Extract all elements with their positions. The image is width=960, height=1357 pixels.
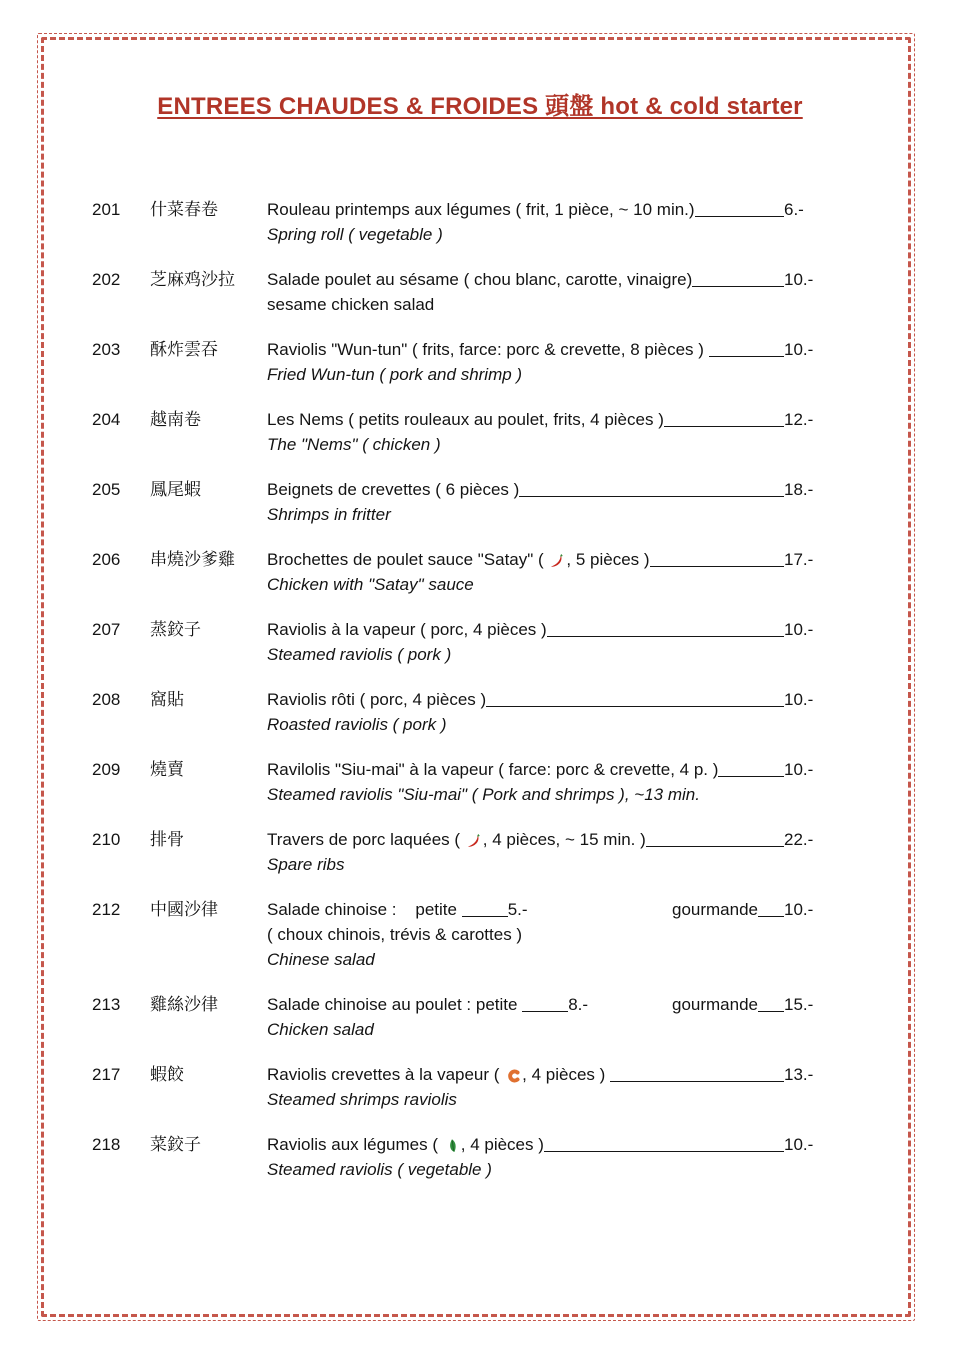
menu-item-205 bbox=[92, 477, 820, 527]
item-number: 204 bbox=[92, 410, 121, 429]
item-number: 201 bbox=[92, 200, 121, 219]
item-price: 10.- bbox=[784, 1135, 814, 1154]
price-leader-line bbox=[695, 214, 784, 217]
chili-icon bbox=[549, 553, 565, 569]
menu-item-209 bbox=[92, 757, 820, 807]
item-description-english: Steamed raviolis ( vegetable ) bbox=[267, 1160, 492, 1179]
item-description-english: Steamed raviolis "Siu-mai" ( Pork and shrimps ), ~13 min. bbox=[267, 785, 700, 804]
menu-item-207 bbox=[92, 617, 820, 667]
item-price: 13.- bbox=[784, 1065, 814, 1084]
chili-icon bbox=[466, 833, 482, 849]
item-name-chinese: 雞絲沙律 bbox=[150, 995, 218, 1014]
item-price-small: 5.- bbox=[507, 900, 528, 919]
item-name-chinese: 蝦餃 bbox=[150, 1065, 184, 1084]
price-leader-line bbox=[758, 1009, 784, 1012]
item-description-french: Raviolis rôti ( porc, 4 pièces ) bbox=[267, 690, 487, 709]
item-line-body bbox=[267, 992, 820, 1017]
item-name-chinese: 串燒沙爹雞 bbox=[150, 550, 235, 569]
item-line-body bbox=[267, 477, 820, 502]
item-line-body bbox=[267, 267, 820, 292]
item-description-french: Ravilolis "Siu-mai" à la vapeur ( farce: porc & crevette, 4 p. ) bbox=[267, 760, 719, 779]
menu-item-main-line bbox=[92, 1132, 820, 1157]
item-number: 203 bbox=[92, 340, 121, 359]
item-name-chinese: 蒸鉸子 bbox=[150, 620, 201, 639]
item-price: 10.- bbox=[784, 760, 814, 779]
menu-item-208 bbox=[92, 687, 820, 737]
item-description-french: Raviolis crevettes à la vapeur ( bbox=[267, 1065, 505, 1084]
menu-item-main-line bbox=[92, 407, 820, 432]
menu-item-main-line bbox=[92, 897, 820, 922]
price-leader-line bbox=[664, 424, 784, 427]
item-name-chinese: 排骨 bbox=[150, 830, 184, 849]
price-leader-line bbox=[650, 564, 784, 567]
item-number: 210 bbox=[92, 830, 121, 849]
item-description-english: sesame chicken salad bbox=[267, 295, 435, 314]
item-description-french: Beignets de crevettes ( 6 pièces ) bbox=[267, 480, 520, 499]
item-line-body bbox=[267, 617, 820, 642]
item-line-body bbox=[267, 197, 820, 222]
item-price: 10.- bbox=[784, 620, 814, 639]
item-description-french: Salade chinoise : petite bbox=[267, 900, 462, 919]
menu-item-main-line bbox=[92, 992, 820, 1017]
item-number: 205 bbox=[92, 480, 121, 499]
menu-item-main-line bbox=[92, 197, 820, 222]
item-description-french: Travers de porc laquées ( bbox=[267, 830, 465, 849]
item-description-french: Les Nems ( petits rouleaux au poulet, frits, 4 pièces ) bbox=[267, 410, 664, 429]
item-price: 10.- bbox=[784, 690, 814, 709]
item-size-label: gourmande bbox=[671, 900, 758, 919]
shrimp-icon bbox=[505, 1068, 521, 1084]
menu-item-212 bbox=[92, 897, 820, 972]
price-leader-line bbox=[522, 1009, 568, 1012]
item-number: 206 bbox=[92, 550, 121, 569]
menu-items bbox=[92, 197, 820, 1202]
item-size-label: gourmande bbox=[671, 995, 758, 1014]
price-leader-line bbox=[692, 284, 784, 287]
item-line-body bbox=[267, 1062, 820, 1087]
item-name-chinese: 越南卷 bbox=[150, 410, 201, 429]
item-description-french-cont: , 4 pièces, ~ 15 min. ) bbox=[482, 830, 646, 849]
item-number: 207 bbox=[92, 620, 121, 639]
leafy-green-icon bbox=[444, 1138, 460, 1154]
item-description-english: Spare ribs bbox=[267, 855, 345, 874]
item-description-french: Brochettes de poulet sauce "Satay" ( bbox=[267, 550, 549, 569]
item-line-body bbox=[267, 757, 820, 782]
item-description-english: Fried Wun-tun ( pork and shrimp ) bbox=[267, 365, 523, 384]
item-line-body bbox=[267, 897, 820, 922]
item-line-body bbox=[267, 547, 820, 572]
item-description-english: The "Nems" ( chicken ) bbox=[267, 435, 441, 454]
menu-item-main-line bbox=[92, 547, 820, 572]
item-number: 208 bbox=[92, 690, 121, 709]
price-leader-line bbox=[646, 844, 784, 847]
menu-item-217 bbox=[92, 1062, 820, 1112]
item-description-english: Chinese salad bbox=[267, 950, 375, 969]
menu-item-202 bbox=[92, 267, 820, 317]
menu-item-203 bbox=[92, 337, 820, 387]
item-description-english: Steamed raviolis ( pork ) bbox=[267, 645, 452, 664]
item-price: 6.- bbox=[784, 200, 804, 219]
item-line-body bbox=[267, 1132, 820, 1157]
item-price: 17.- bbox=[784, 550, 814, 569]
item-name-chinese: 酥炸雲吞 bbox=[150, 340, 218, 359]
price-leader-line bbox=[486, 704, 784, 707]
menu-item-main-line bbox=[92, 267, 820, 292]
item-description-french: Raviolis aux légumes ( bbox=[267, 1135, 443, 1154]
price-leader-line bbox=[462, 914, 508, 917]
item-number: 202 bbox=[92, 270, 121, 289]
item-description-french-cont: , 4 pièces ) bbox=[522, 1065, 611, 1084]
menu-item-210 bbox=[92, 827, 820, 877]
item-description-french-cont: , 4 pièces ) bbox=[460, 1135, 544, 1154]
price-leader-line bbox=[758, 914, 784, 917]
price-leader-line bbox=[709, 354, 784, 357]
item-description-english: Shrimps in fritter bbox=[267, 505, 391, 524]
item-description-french: Salade chinoise au poulet : petite bbox=[267, 995, 523, 1014]
price-leader-line bbox=[519, 494, 784, 497]
item-description-french-cont: , 5 pièces ) bbox=[566, 550, 650, 569]
menu-item-main-line bbox=[92, 337, 820, 362]
item-name-chinese: 鳳尾蝦 bbox=[150, 480, 201, 499]
item-description-english: Spring roll ( vegetable ) bbox=[267, 225, 443, 244]
item-number: 213 bbox=[92, 995, 121, 1014]
item-price: 15.- bbox=[784, 995, 814, 1014]
price-leader-line bbox=[547, 634, 784, 637]
menu-item-206 bbox=[92, 547, 820, 597]
item-description-english: Roasted raviolis ( pork ) bbox=[267, 715, 447, 734]
item-name-chinese: 燒賣 bbox=[150, 760, 184, 779]
menu-item-main-line bbox=[92, 687, 820, 712]
item-line-body bbox=[267, 337, 820, 362]
item-number: 218 bbox=[92, 1135, 121, 1154]
item-name-chinese: 什菜春卷 bbox=[150, 200, 218, 219]
item-price: 10.- bbox=[784, 340, 814, 359]
item-name-chinese: 中國沙律 bbox=[150, 900, 218, 919]
page-title bbox=[0, 86, 960, 121]
menu-item-main-line bbox=[92, 757, 820, 782]
item-name-chinese: 芝麻鸡沙拉 bbox=[150, 270, 235, 289]
item-line-body bbox=[267, 687, 820, 712]
menu-item-213 bbox=[92, 992, 820, 1042]
price-leader-line bbox=[718, 774, 784, 777]
item-price: 10.- bbox=[784, 270, 814, 289]
menu-item-main-line bbox=[92, 477, 820, 502]
item-description-french: Raviolis "Wun-tun" ( frits, farce: porc & crevette, 8 pièces ) bbox=[267, 340, 709, 359]
menu-item-main-line bbox=[92, 617, 820, 642]
item-description-french: Raviolis à la vapeur ( porc, 4 pièces ) bbox=[267, 620, 547, 639]
item-name-chinese: 窩貼 bbox=[150, 690, 184, 709]
menu-item-main-line bbox=[92, 1062, 820, 1087]
menu-item-204 bbox=[92, 407, 820, 457]
price-leader-line bbox=[610, 1079, 784, 1082]
item-description-english: Chicken salad bbox=[267, 1020, 374, 1039]
item-line-body bbox=[267, 407, 820, 432]
item-number: 212 bbox=[92, 900, 121, 919]
menu-item-201 bbox=[92, 197, 820, 247]
menu-item-main-line bbox=[92, 827, 820, 852]
item-line-body bbox=[267, 827, 820, 852]
item-description-english: Steamed shrimps raviolis bbox=[267, 1090, 457, 1109]
menu-item-218 bbox=[92, 1132, 820, 1182]
item-price: 18.- bbox=[784, 480, 814, 499]
item-description-french: Rouleau printemps aux légumes ( frit, 1 pièce, ~ 10 min.) bbox=[267, 200, 695, 219]
price-leader-line bbox=[544, 1149, 784, 1152]
item-price: 10.- bbox=[784, 900, 814, 919]
item-description-french: Salade poulet au sésame ( chou blanc, carotte, vinaigre) bbox=[267, 270, 693, 289]
item-price-small: 8.- bbox=[568, 995, 589, 1014]
item-description-extra: ( choux chinois, trévis & carottes ) bbox=[267, 925, 523, 944]
item-name-chinese: 菜鉸子 bbox=[150, 1135, 201, 1154]
page-title-text: ENTREES CHAUDES & FROIDES 頭盤 hot & cold starter bbox=[157, 93, 803, 120]
item-number: 209 bbox=[92, 760, 121, 779]
item-price: 12.- bbox=[784, 410, 814, 429]
item-number: 217 bbox=[92, 1065, 121, 1084]
item-description-english: Chicken with "Satay" sauce bbox=[267, 575, 474, 594]
item-price: 22.- bbox=[784, 830, 814, 849]
